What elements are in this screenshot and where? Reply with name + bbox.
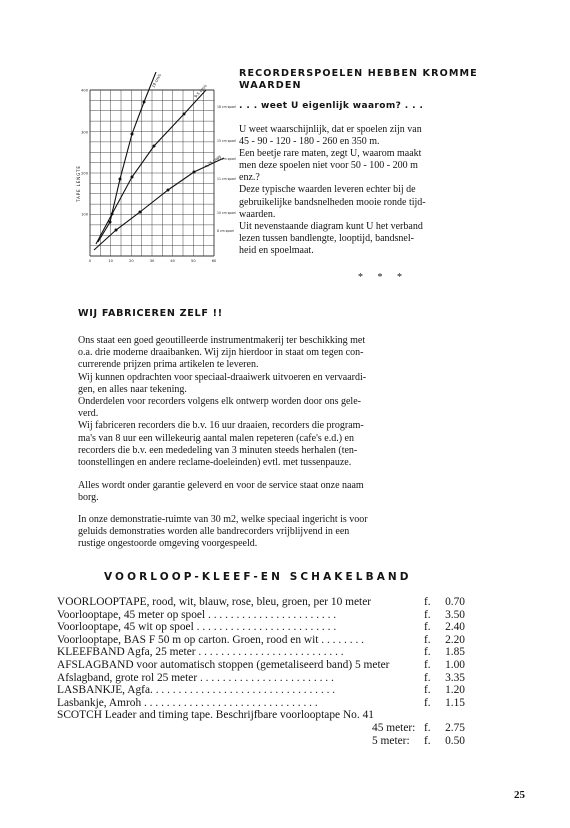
price-row xyxy=(57,621,465,634)
text-line: Ons staat een goed geoutilleerde instrumentmakerij ter beschikking met xyxy=(78,335,366,346)
price-row-description: KLEEFBAND Agfa, 25 meter . . . . . . . . . . . . . . . . . . . . . . . . . . xyxy=(57,646,344,659)
x-tick-label: 0 xyxy=(88,259,92,263)
price-row-amount: 3.35 xyxy=(445,671,465,684)
chart-lines xyxy=(94,72,224,250)
price-row xyxy=(57,697,465,710)
text-line: men deze spoelen niet voor 50 - 100 - 200 m xyxy=(239,160,418,172)
y-axis-title: TAPE LENGTE xyxy=(76,165,81,202)
text-line: recorders die b.v. een mededeling van 3 minuten steeds herhalen (ten- xyxy=(78,444,358,456)
price-row-amount: 1.00 xyxy=(445,658,465,671)
price-row xyxy=(57,722,465,735)
price-row-description: Voorlooptape, 45 wit op spoel . . . . . . . . . . . . . . . . . . . . . . . . . xyxy=(57,621,337,634)
price-row-amount: 0.50 xyxy=(445,734,465,747)
text-line: Uit nevenstaande diagram kunt U het verband xyxy=(239,220,423,232)
price-row xyxy=(57,596,465,609)
price-row-description: 5 meter: xyxy=(372,734,410,747)
section-heading-spoelen: RECORDERSPOELEN HEBBEN KROMME WAARDEN xyxy=(239,68,478,91)
x-tick-label: 40 xyxy=(170,259,175,263)
chart-point xyxy=(183,113,186,116)
price-row xyxy=(57,646,465,659)
text-line: gebruikelijke bandsnelheden mooie ronde tijd- xyxy=(239,196,426,208)
text-line: Wij fabriceren recorders die b.v. 16 uur draaien, recorders die program- xyxy=(78,420,364,432)
text-line: Een beetje rare maten, zegt U, waarom maakt xyxy=(239,148,422,160)
chart-point xyxy=(131,176,134,179)
price-row-currency: f. xyxy=(424,696,431,709)
section-heading-voorloop: VOORLOOP-KLEEF-EN SCHAKELBAND xyxy=(104,571,412,583)
chart-series-line xyxy=(96,90,206,244)
text-line: currerende prijzen prima artikelen te leveren. xyxy=(78,359,259,371)
price-row-currency: f. xyxy=(424,596,431,608)
y-tick-label: 200 xyxy=(81,171,88,176)
price-row xyxy=(57,735,465,748)
line-label: 9,5 cm/s xyxy=(193,83,208,99)
line-label: 4,75 cm/s xyxy=(203,153,222,169)
y-tick-label: 100 xyxy=(81,212,88,217)
text-line: gen, en alles naar tekening. xyxy=(78,383,187,395)
price-row-currency: f. xyxy=(424,646,431,659)
reel-label: 13 cm spoel xyxy=(217,157,236,161)
reel-label: 8 cm spoel xyxy=(217,229,234,233)
price-row xyxy=(57,609,465,622)
text-line: U weet waarschijnlijk, dat er spoelen zijn van xyxy=(239,124,422,135)
price-list xyxy=(57,596,465,747)
x-tick-label: 10 xyxy=(108,259,113,263)
text-line: verd. xyxy=(78,408,99,420)
x-tick-label: 30 xyxy=(149,259,155,263)
price-row-currency: f. xyxy=(424,671,431,684)
price-row-description: Lasbankje, Amroh . . . . . . . . . . . . . . . . . . . . . . . . . . . . . . . xyxy=(57,696,318,709)
x-tick-label: 20 xyxy=(129,259,134,263)
line-labels xyxy=(150,73,221,169)
y-tick-label: 300 xyxy=(81,130,88,135)
chart-series-line xyxy=(98,72,156,242)
text-line: Alles wordt onder garantie geleverd en voor de service staat onze naam xyxy=(78,480,364,491)
page-number: 25 xyxy=(514,789,525,801)
y-axis-ticks xyxy=(81,89,89,217)
section-heading-fabriceren: WIJ FABRICEREN ZELF !! xyxy=(78,308,223,319)
reel-label: 10 cm spoel xyxy=(217,211,236,215)
chart-point xyxy=(109,221,112,224)
text-line: Onderdelen voor recorders volgens elk ontwerp worden door ons gele- xyxy=(78,396,361,408)
tape-length-diagram xyxy=(76,72,236,268)
line-label: 19 cm/s xyxy=(150,72,162,89)
reel-label: 11 cm spoel xyxy=(217,177,236,181)
price-row xyxy=(57,709,465,722)
price-row-currency: f. xyxy=(424,658,431,671)
section-subheading: . . . weet U eigenlijk waarom? . . . xyxy=(239,101,424,111)
intro-paragraph xyxy=(239,124,491,257)
price-row-currency: f. xyxy=(424,621,431,634)
text-line: o.a. drie moderne draaibanken. Wij zijn hierdoor in staat om tegen con- xyxy=(78,347,364,359)
price-row-amount: 1.85 xyxy=(445,646,465,659)
text-line: lezen tussen bandlengte, looptijd, bandsnel- xyxy=(239,232,414,244)
price-row-amount: 0.70 xyxy=(445,596,465,608)
price-row-description: Afslagband, grote rol 25 meter . . . . . . . . . . . . . . . . . . . . . . . . xyxy=(57,671,334,684)
chart-point xyxy=(111,213,114,216)
text-line: 45 - 90 - 120 - 180 - 260 en 350 m. xyxy=(239,136,380,148)
price-row xyxy=(57,684,465,697)
chart-point xyxy=(167,189,170,192)
price-row-currency: f. xyxy=(424,608,431,621)
reel-labels xyxy=(217,105,236,233)
price-row xyxy=(57,659,465,672)
paragraph-demonstration xyxy=(78,514,473,551)
price-row-currency: f. xyxy=(424,633,431,646)
reel-label: 18 cm spoel xyxy=(217,105,236,109)
text-line: ma's van 8 uur een willekeurig aantal malen repeteren (cafe's e.d.) en xyxy=(78,432,354,444)
chart-point xyxy=(143,101,146,104)
reel-label: 15 cm spoel xyxy=(217,139,236,143)
price-row-amount: 2.20 xyxy=(445,633,465,646)
price-row-currency: f. xyxy=(424,684,431,697)
text-line: Wij kunnen opdrachten voor speciaal-draaiwerk uitvoeren en vervaardi- xyxy=(78,371,367,383)
price-row xyxy=(57,672,465,685)
price-row-amount: 2.75 xyxy=(445,721,465,734)
price-row-amount: 2.40 xyxy=(445,621,465,634)
price-row-amount: 1.20 xyxy=(445,684,465,697)
text-line: enz.? xyxy=(239,172,260,184)
price-row-description: VOORLOOPTAPE, rood, wit, blauw, rose, bleu, groen, per 10 meter xyxy=(57,596,372,608)
price-row xyxy=(57,634,465,647)
text-line: rustige ongestoorde omgeving voorgespeeld. xyxy=(78,538,258,550)
x-tick-label: 50 xyxy=(191,259,196,263)
text-line: toonstellingen en andere reclame-doeleinden) evtl. met tussenpauze. xyxy=(78,457,352,469)
price-row-currency: f. xyxy=(424,721,431,734)
price-row-description: Voorlooptape, 45 meter op spoel . . . . . . . . . . . . . . . . . . . . . . . xyxy=(57,608,337,621)
x-axis-ticks xyxy=(89,259,217,263)
price-row-description: 45 meter: xyxy=(372,721,416,734)
price-row-currency: f. xyxy=(424,734,431,747)
text-line: Deze typische waarden leveren echter bij de xyxy=(239,184,416,196)
paragraph-workshop xyxy=(78,335,473,469)
chart-point xyxy=(119,178,122,181)
chart-grid xyxy=(90,90,214,256)
paragraph-guarantee xyxy=(78,480,473,504)
price-row-amount: 1.15 xyxy=(445,696,465,709)
text-line: In onze demonstratie-ruimte van 30 m2, welke speciaal ingericht is voor xyxy=(78,514,368,525)
price-row-description: AFSLAGBAND voor automatisch stoppen (gemetaliseerd band) 5 meter xyxy=(57,658,390,671)
text-line: borg. xyxy=(78,492,99,504)
chart-point xyxy=(139,211,142,214)
y-tick-label: 400 xyxy=(81,88,88,93)
text-line: waarden. xyxy=(239,208,276,220)
chart-point xyxy=(115,229,118,232)
price-row-amount: 3.50 xyxy=(445,608,465,621)
chart-point xyxy=(193,171,196,174)
text-line: heid en spoelmaat. xyxy=(239,244,314,256)
price-row-description: SCOTCH Leader and timing tape. Beschrijfbare voorlooptape No. 41 xyxy=(57,709,374,722)
text-line: geluids demonstraties worden alle bandrecorders vrijblijvend in een xyxy=(78,526,350,538)
price-row-description: Voorlooptape, BAS F 50 m op carton. Groen, rood en wit . . . . . . . . xyxy=(57,633,364,646)
price-row-description: LASBANKJE, Agfa. . . . . . . . . . . . . . . . . . . . . . . . . . . . . . . . . xyxy=(57,684,336,697)
x-tick-label: 60 xyxy=(211,259,217,263)
chart-point xyxy=(131,133,134,136)
chart-point xyxy=(153,145,156,148)
section-divider-stars: * * * xyxy=(358,272,408,283)
